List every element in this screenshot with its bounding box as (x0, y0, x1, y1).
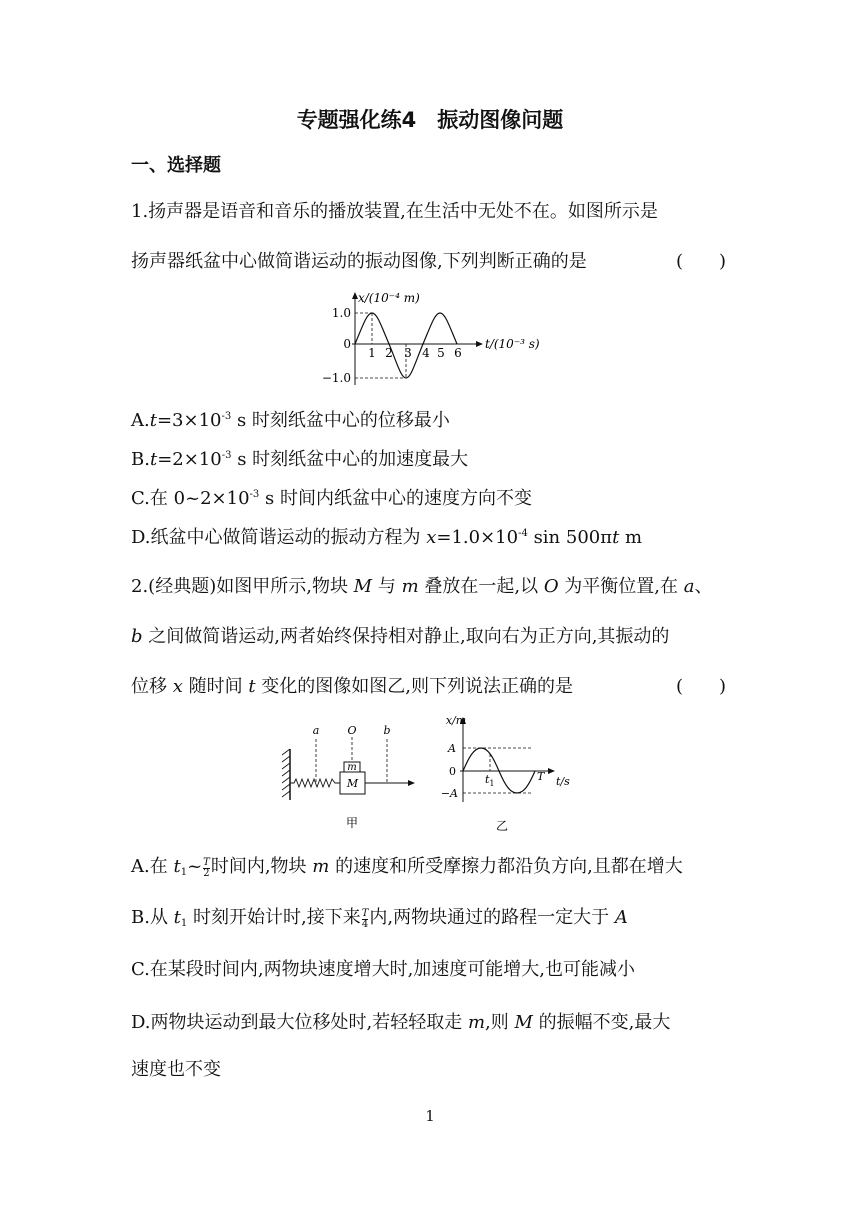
q1-stem-line1: 1.扬声器是语音和音乐的播放装置,在生活中无处不在。如图所示是 (131, 201, 658, 222)
q1-xtick-5: 5 (437, 346, 445, 360)
q2-label-negA: −A (440, 787, 458, 800)
q1-ytick-neg: −1.0 (321, 371, 351, 385)
label-b: b (383, 724, 391, 737)
q1-option-a: $A.t=3\times 10^{-3}$ s 时刻纸盆中心的位移最小 (131, 410, 450, 431)
q1-option-b: $B.t=2\times 10^{-3}$ s 时刻纸盆中心的加速度最大 (131, 449, 469, 470)
q1-graph-ylabel: x/(10⁻⁴ m) (358, 291, 420, 305)
q2-label-T: T (537, 770, 545, 783)
q2-option-d-line2: 速度也不变 (131, 1059, 221, 1080)
q2-graph-ylabel: x/m (445, 714, 467, 727)
q1-graph-xlabel: t/(10⁻³ s) (485, 337, 540, 351)
q2-label-t1: $t_1$ (485, 773, 495, 788)
q2-stem-line1: 2.(经典题)如图甲所示,物块 M 与 m 叠放在一起,以 O 为平衡位置,在 a、 (131, 576, 713, 597)
q2-option-d-line1: D.两物块运动到最大位移处时,若轻轻取走 m,则 M 的振幅不变,最大 (131, 1012, 671, 1033)
q2-label-zero: 0 (449, 765, 456, 778)
caption-yi: 乙 (495, 819, 509, 833)
q2-answer-paren: ( ) (676, 676, 727, 697)
q2-stem-line3: 位移 x 随时间 t 变化的图像如图乙,则下列说法正确的是 (131, 676, 574, 697)
label-O: O (347, 724, 357, 737)
spring (290, 779, 340, 787)
q2-option-b: B.从 $t_1$ 时刻开始计时,接下来 $\frac{T}{4}$ 内,两物块通过的路程一定大于 A (131, 907, 628, 930)
q1-ytick-pos: 1.0 (331, 306, 351, 320)
fraction-T-over-4: $\frac{T}{4}$ (361, 908, 369, 930)
q2-label-A: A (448, 742, 456, 755)
q1-xtick-2: 2 (385, 346, 393, 360)
q2-stem-line2: b 之间做简谐运动,两者始终保持相对静止,取向右为正方向,其振动的 (131, 626, 670, 647)
q2-option-a: A.在 $t_1\sim$ $\frac{T}{2}$ 时间内,物块 m 的速度和所受摩擦力都沿负方向,且都在增大 (131, 856, 683, 879)
q1-stem-line2: 扬声器纸盆中心做简谐运动的振动图像,下列判断正确的是 (131, 251, 587, 272)
label-m: m (347, 762, 357, 773)
q1-xtick-3: 3 (404, 346, 412, 360)
q1-answer-paren: ( ) (676, 251, 727, 272)
q1-xtick-4: 4 (422, 346, 430, 360)
section-heading: 一、选择题 (131, 155, 221, 176)
q1-vibration-graph (318, 285, 558, 393)
caption-jia: 甲 (345, 816, 359, 830)
label-a: a (312, 724, 320, 737)
q1-option-c: C.在 $0\sim 2\times 10^{-3}$ s 时间内纸盆中心的速度方向不变 (131, 488, 532, 509)
q1-option-d: D.纸盆中心做简谐运动的振动方程为 $x=1.0\times 10^{-4}$ sin 500πt m (131, 527, 643, 548)
q1-xtick-6: 6 (454, 346, 462, 360)
q1-xtick-1: 1 (368, 346, 376, 360)
page-title: 专题强化练4 振动图像问题 (296, 108, 564, 132)
q2-option-c: C.在某段时间内,两物块速度增大时,加速度可能增大,也可能减小 (131, 959, 636, 980)
label-M: M (346, 777, 359, 790)
q2-figure-yi (436, 712, 586, 837)
page-number: 1 (425, 1107, 435, 1125)
q2-figure-jia (278, 717, 420, 835)
fraction-T-over-2: $\frac{T}{2}$ (203, 857, 210, 879)
q2-graph-tlabel: t/s (556, 775, 570, 788)
q1-ytick-zero: 0 (343, 337, 351, 351)
